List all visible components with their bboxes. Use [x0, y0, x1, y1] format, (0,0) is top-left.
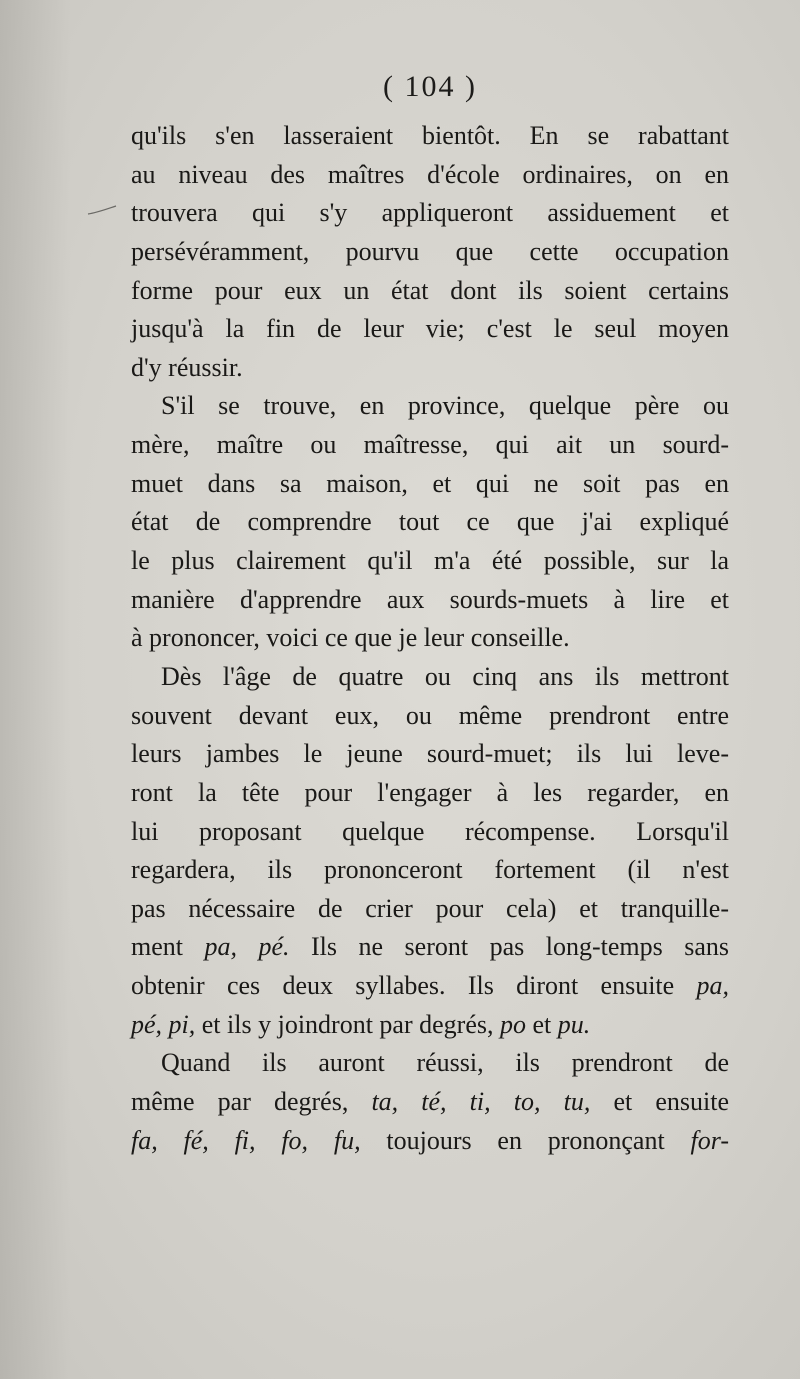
italic-text: fa, fé, fi, fo, fu,	[131, 1125, 361, 1155]
body-text	[131, 117, 729, 1160]
text-line: persévéramment, pourvu que cette occupation	[131, 236, 729, 266]
text-run: et	[525, 1009, 558, 1039]
text-line: à prononcer, voici ce que je leur conseille.	[131, 623, 570, 653]
text-line: Quand ils auront réussi, ils prendront de	[161, 1048, 729, 1078]
text-line: leurs jambes le jeune sourd-muet; ils lui leve-	[131, 739, 729, 769]
text-line: regardera, ils prononceront fortement (il n'est	[131, 855, 729, 885]
text-line: muet dans sa maison, et qui ne soit pas en	[131, 468, 729, 498]
text-line: mère, maître ou maîtresse, qui ait un sourd-	[131, 430, 729, 460]
text-line: état de comprendre tout ce que j'ai expliqué	[131, 507, 729, 537]
italic-text: pa, pé.	[204, 932, 290, 962]
text-line: trouvera qui s'y appliqueront assiduement et	[131, 198, 729, 228]
margin-pencil-mark	[86, 203, 120, 217]
italic-text: po	[499, 1009, 526, 1039]
gutter-shadow	[0, 0, 70, 1379]
italic-text: for-	[690, 1125, 729, 1155]
text-line: souvent devant eux, ou même prendront entre	[131, 700, 729, 730]
text-line	[131, 1006, 729, 1045]
text-line: qu'ils s'en lasseraient bientôt. En se rabattant	[131, 121, 729, 150]
text-run: toujours en prononçant	[360, 1125, 691, 1155]
text-line: au niveau des maîtres d'école ordinaires, on en	[131, 159, 729, 189]
text-line: Dès l'âge de quatre ou cinq ans ils mettront	[161, 661, 729, 691]
text-line: manière d'apprendre aux sourds-muets à lire et	[131, 584, 729, 614]
text-line	[131, 1083, 729, 1122]
text-line: jusqu'à la fin de leur vie; c'est le seul moyen	[131, 314, 729, 344]
text-run: ment	[131, 932, 205, 962]
text-line: le plus clairement qu'il m'a été possible, sur la	[131, 546, 729, 576]
text-run: Ils ne seront pas long-temps sans	[289, 932, 729, 962]
text-line	[131, 1122, 729, 1161]
text-line: forme pour eux un état dont ils soient certains	[131, 275, 729, 305]
italic-text: ta, té, ti, to, tu,	[371, 1087, 591, 1117]
page-number: ( 104 )	[383, 70, 477, 103]
text-line: ront la tête pour l'engager à les regarder, en	[131, 777, 729, 807]
text-line: d'y réussir.	[131, 352, 243, 382]
italic-text: pu.	[557, 1009, 591, 1039]
text-line	[131, 967, 729, 1006]
text-line	[131, 928, 729, 967]
text-line: S'il se trouve, en province, quelque père ou	[161, 391, 729, 421]
text-run: et ils y joindront par degrés,	[195, 1009, 500, 1039]
italic-text: pé, pi,	[131, 1009, 196, 1039]
text-line: pas nécessaire de crier pour cela) et tranquille-	[131, 893, 729, 923]
text-run: obtenir ces deux syllabes. Ils diront ensuite	[131, 971, 697, 1001]
text-run: même par degrés,	[131, 1087, 372, 1117]
italic-text: pa,	[696, 971, 729, 1001]
text-line: lui proposant quelque récompense. Lorsqu'il	[131, 816, 729, 846]
text-run: et ensuite	[590, 1087, 729, 1117]
